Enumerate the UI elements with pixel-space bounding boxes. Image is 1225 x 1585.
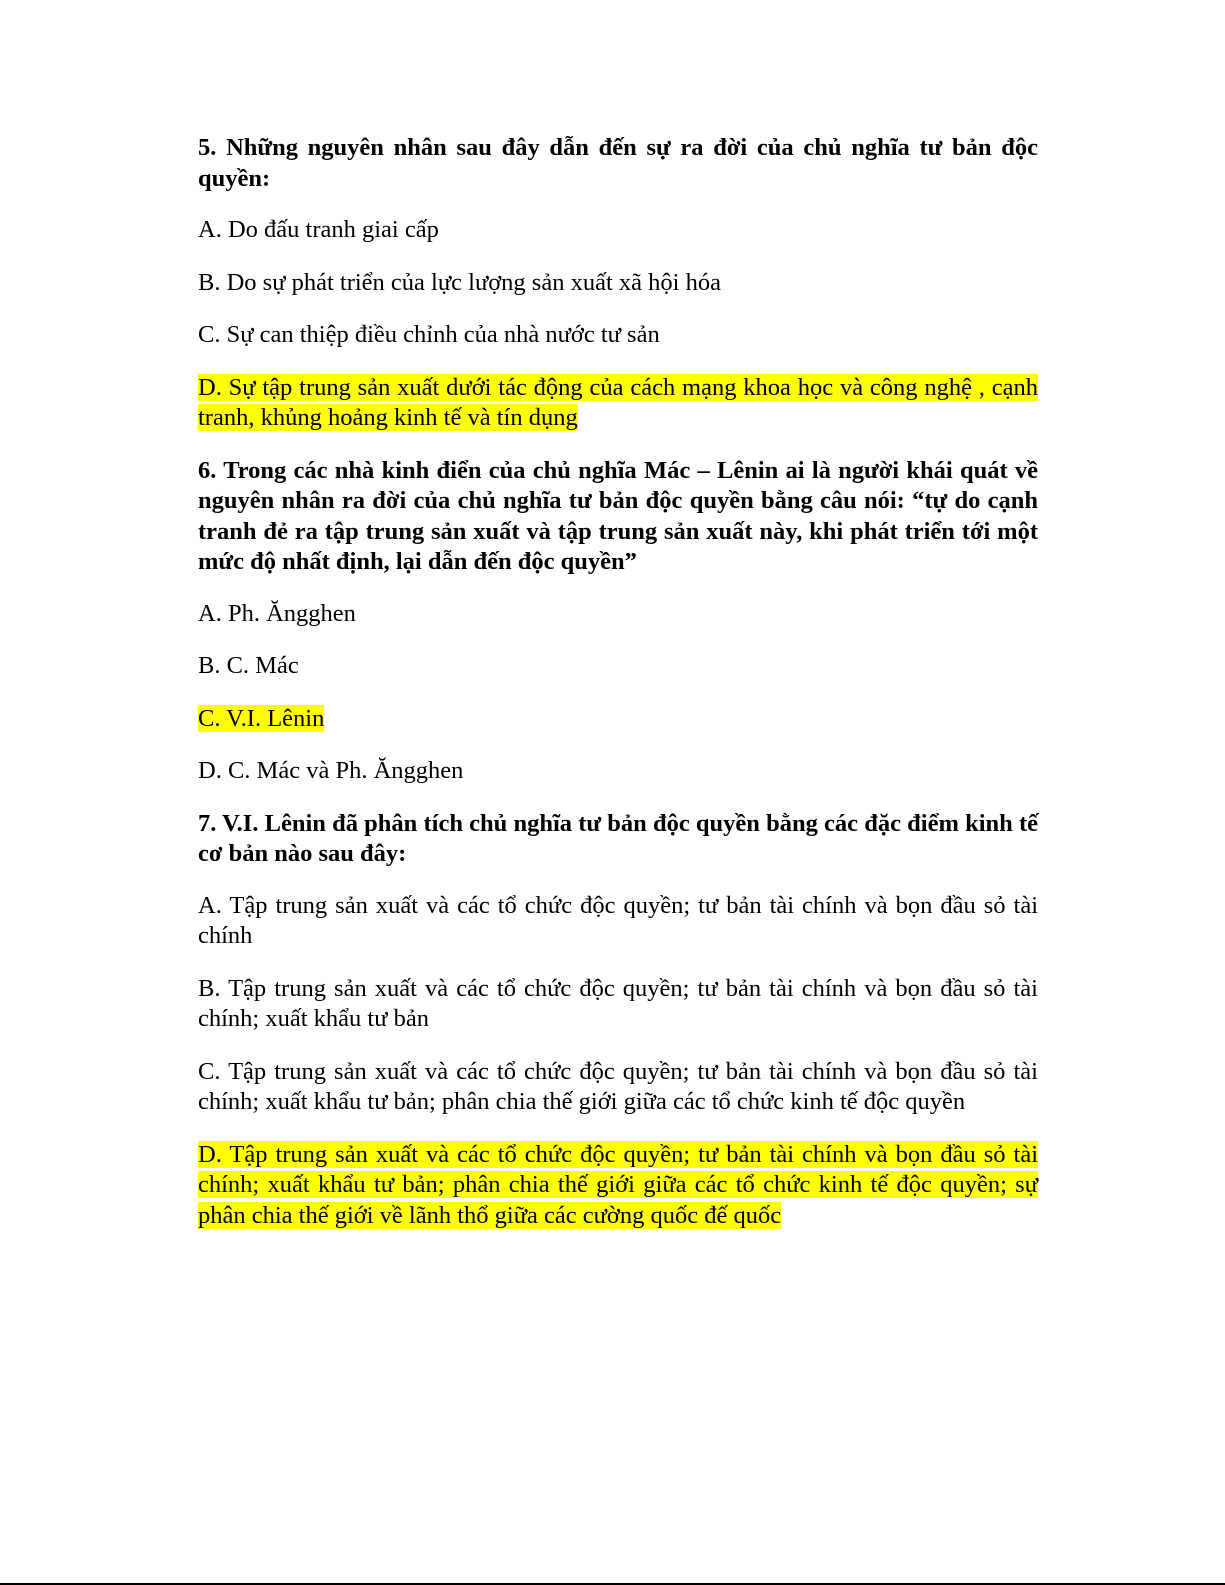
question-block-7 bbox=[198, 809, 1038, 1232]
question-block-6 bbox=[198, 456, 1038, 787]
question-7-option-b: B. Tập trung sản xuất và các tổ chức độc quyền; tư bản tài chính và bọn đầu sỏ tài chính; xuất khẩu tư bản bbox=[198, 974, 1038, 1032]
question-block-5 bbox=[198, 133, 1038, 434]
question-7-option-c: C. Tập trung sản xuất và các tổ chức độc quyền; tư bản tài chính và bọn đầu sỏ tài chính; xuất khẩu tư bản; phân chia thế giới giữa các tổ chức kinh tế độc quyền bbox=[198, 1057, 1038, 1115]
question-6-text: 6. Trong các nhà kinh điển của chủ nghĩa Mác – Lênin ai là người khái quát về nguyên nhân ra đời của chủ nghĩa tư bản độc quyền bằng câu nói: “tự do cạnh tranh đẻ ra tập trung sản xuất và tập trung sản xuất này, khi phát triển tới một mức độ nhất định, lại dẫn đến độc quyền” bbox=[198, 456, 1038, 575]
question-6-option-b: B. C. Mác bbox=[198, 652, 299, 679]
question-7-option-a: A. Tập trung sản xuất và các tổ chức độc quyền; tư bản tài chính và bọn đầu sỏ tài chính bbox=[198, 891, 1038, 949]
question-6-option-d: D. C. Mác và Ph. Ăngghen bbox=[198, 757, 464, 784]
question-6-option-a: A. Ph. Ăngghen bbox=[198, 599, 356, 627]
question-5-option-c: C. Sự can thiệp điều chỉnh của nhà nước tư sản bbox=[198, 321, 660, 348]
question-6-option-c-highlighted: C. V.I. Lênin bbox=[198, 704, 325, 732]
question-5-option-d-highlighted: D. Sự tập trung sản xuất dưới tác động của cách mạng khoa học và công nghệ , cạnh tranh, khủng hoảng kinh tế và tín dụng bbox=[198, 373, 1038, 431]
page-content bbox=[198, 133, 1038, 1253]
question-7-option-d-highlighted: D. Tập trung sản xuất và các tổ chức độc quyền; tư bản tài chính và bọn đầu sỏ tài chính; xuất khẩu tư bản; phân chia thế giới giữa các tổ chức kinh tế độc quyền; sự phân chia thế giới về lãnh thổ giữa các cường quốc đế quốc bbox=[198, 1140, 1038, 1229]
question-7-text: 7. V.I. Lênin đã phân tích chủ nghĩa tư bản độc quyền bằng các đặc điểm kinh tế cơ bản nào sau đây: bbox=[198, 809, 1038, 867]
question-5-option-b: B. Do sự phát triển của lực lượng sản xuất xã hội hóa bbox=[198, 268, 721, 296]
question-5-option-a: A. Do đấu tranh giai cấp bbox=[198, 216, 439, 243]
question-5-text: 5. Những nguyên nhân sau đây dẫn đến sự ra đời của chủ nghĩa tư bản độc quyền: bbox=[198, 134, 1038, 192]
